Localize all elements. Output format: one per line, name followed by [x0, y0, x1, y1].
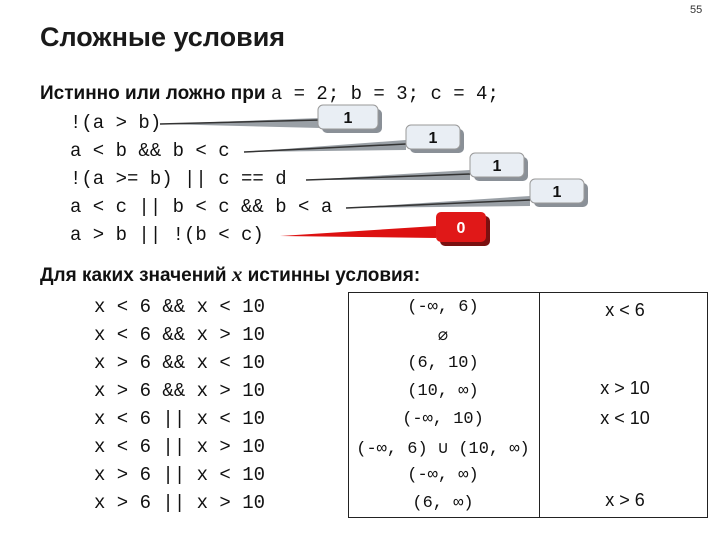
- question-prefix: Для каких значений: [40, 265, 232, 286]
- question-line: [40, 262, 420, 287]
- result-callout: [306, 153, 528, 181]
- expression-line: !(a >= b) || c == d: [70, 168, 287, 190]
- result-callout-false: [280, 212, 490, 246]
- result-value: 0: [456, 220, 466, 237]
- page-number: 55: [690, 4, 703, 16]
- result-callout: [346, 179, 588, 208]
- question-suffix: истинны условия:: [242, 265, 421, 286]
- interval-cell: ∅: [437, 328, 449, 347]
- interval-cell: (-∞, ∞): [407, 466, 479, 485]
- interval-cell: (-∞, 6): [407, 298, 479, 317]
- expression-line: !(a > b): [70, 112, 162, 134]
- expression-line: a < c || b < c && b < a: [70, 196, 333, 218]
- slide-title: Сложные условия: [40, 22, 286, 52]
- condition-row: x > 6 && x < 10: [94, 352, 266, 374]
- answer-cell: x > 6: [605, 490, 645, 510]
- condition-row: x > 6 || x > 10: [94, 492, 266, 514]
- interval-cell: (6, 10): [407, 354, 479, 373]
- result-callouts: [0, 0, 720, 260]
- interval-cell: (-∞, 6) ∪ (10, ∞): [356, 440, 530, 459]
- result-value: 1: [428, 130, 438, 147]
- interval-cell: (10, ∞): [407, 382, 479, 401]
- condition-row: x > 6 || x < 10: [94, 464, 266, 486]
- answer-cell: x < 10: [600, 408, 650, 428]
- result-value: 1: [552, 184, 562, 201]
- result-callout: [160, 105, 382, 133]
- condition-row: x < 6 && x < 10: [94, 296, 266, 318]
- intro-values: a = 2; b = 3; c = 4;: [270, 83, 499, 105]
- expression-line: a < b && b < c: [70, 140, 230, 162]
- result-value: 1: [343, 110, 353, 127]
- expression-line: a > b || !(b < c): [70, 224, 264, 246]
- question-variable: x: [231, 262, 243, 286]
- interval-cell: (-∞, 10): [402, 410, 484, 429]
- result-value: 1: [492, 158, 502, 175]
- condition-row: x > 6 && x > 10: [94, 380, 266, 402]
- table-divider: [539, 293, 540, 517]
- intro-text: Истинно или ложно при: [40, 83, 271, 104]
- answer-cell: x < 6: [605, 300, 645, 320]
- interval-cell: (6, ∞): [412, 494, 474, 513]
- answer-cell: x > 10: [600, 378, 650, 398]
- condition-row: x < 6 || x > 10: [94, 436, 266, 458]
- condition-row: x < 6 || x < 10: [94, 408, 266, 430]
- condition-row: x < 6 && x > 10: [94, 324, 266, 346]
